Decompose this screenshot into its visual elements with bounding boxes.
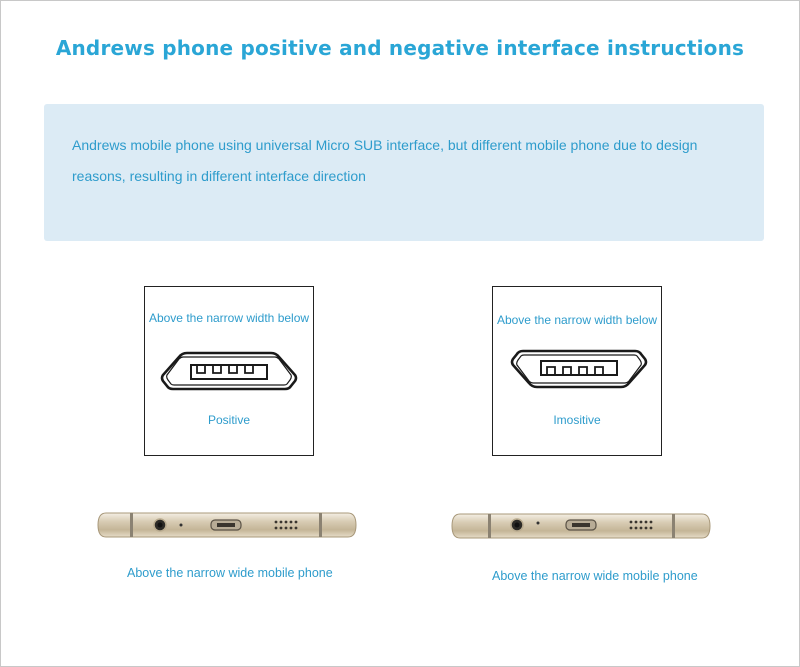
port-top-caption: Above the narrow width below <box>148 311 310 325</box>
port-bottom-caption: Positive <box>207 413 251 427</box>
phone-caption: Above the narrow wide mobile phone <box>492 569 698 583</box>
port-diagram-positive <box>144 286 314 456</box>
micro-usb-port-icon <box>509 347 649 391</box>
micro-usb-port-icon <box>159 349 299 393</box>
phone-bottom-edge-image <box>96 510 358 540</box>
intro-box <box>44 104 764 241</box>
port-diagram-negative <box>492 286 662 456</box>
port-bottom-caption: Imositive <box>553 413 601 427</box>
page-title: Andrews phone positive and negative interface instructions <box>55 36 745 60</box>
intro-text: Andrews mobile phone using universal Micro SUB interface, but different mobile phone due to design reasons, resulting in different interface direction <box>72 137 698 184</box>
port-top-caption: Above the narrow width below <box>496 313 658 327</box>
phone-caption: Above the narrow wide mobile phone <box>127 566 333 580</box>
phone-bottom-edge-image <box>450 511 712 541</box>
